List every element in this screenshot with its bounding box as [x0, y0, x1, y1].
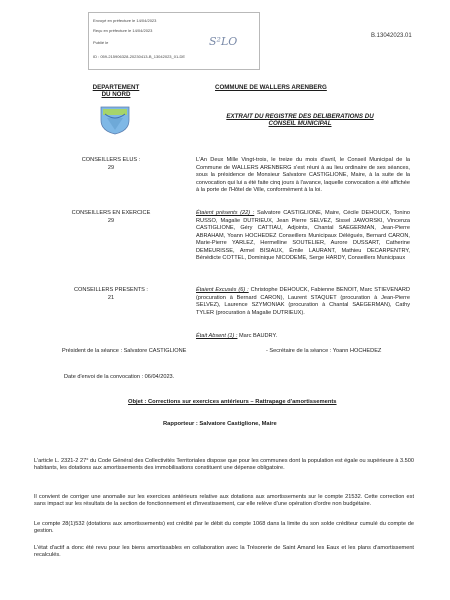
elus-label: CONSEILLERS ELUS : [81, 157, 141, 163]
extract-title-line: EXTRAIT DU REGISTRE DES DELIBERATIONS DU [226, 113, 374, 120]
presents-heading: Étaient présents (22) : [196, 210, 255, 216]
convocation-date: Date d'envoi de la convocation : 06/04/2023. [64, 374, 175, 380]
absent-paragraph [196, 333, 410, 341]
stamp-line: ID : 059-215906328-20230413-B_13042023_01-DE [93, 54, 186, 59]
coat-of-arms-logo [95, 104, 135, 136]
department-line: DU NORD [101, 91, 131, 98]
extract-title-line: CONSEIL MUNICIPAL [268, 120, 332, 127]
stamp-line: Publié le [93, 40, 109, 45]
commune-title: COMMUNE DE WALLERS ARENBERG [215, 84, 327, 91]
president-line: Président de la séance : Salvatore CASTIGLIONE [62, 348, 187, 354]
exercice-count: 29 [107, 217, 115, 224]
excuses-paragraph [196, 287, 410, 317]
extract-title [200, 113, 400, 127]
body-paragraph: L'état d'actif a donc été revu pour les biens amortissables en collaboration avec la Trésorerie de Saint Amand les Eaux et les plans d'amortissement recalculés. [34, 545, 414, 559]
objet-title: Objet : Corrections sur exercices antérieurs – Rattrapage d'amortissements [128, 399, 337, 405]
secretary-line: - Secrétaire de la séance : Yoann HOCHEDEZ [266, 348, 382, 354]
excuses-heading: Étaient Excusés (6) : [196, 287, 249, 293]
stamp-line: Envoyé en préfecture le 14/04/2023 [93, 18, 157, 23]
presents-list: Salvatore CASTIGLIONE, Maire, Cécile DEHOUCK, Tonino RUSSO, Magalie DUTRIEUX, Jean Pierre SELVEZ, Sissel JAWORSKI, Vincenza CASTIGLIONE, Géry CATTIAU, Adjoints, Chantal SAEGERMAN, Jean-Pierre ABRAHAM, Yoann HOCHEDEZ Conseillers Municipaux Délégués, Bernard CARON, Marie-Pierre YARLEZ, Hermelline SOUTELIER, Aurore DUSSART, Catherine DEMEURISSE, Armel BISIAUX, Émile LAURANT, Mathieu DECARPENTRY, Bénédicte COTTEL, Dominique NICODEME, Serge HARDY, Conseillers Municipaux [196, 210, 410, 261]
elus-label-block [56, 157, 166, 172]
presents-paragraph [196, 210, 410, 263]
department-line: DEPARTEMENT [92, 84, 140, 91]
body-paragraph: Il convient de corriger une anomalie sur les exercices antérieurs relative aux dotations aux amortissements sur le compte 21532. Cette correction est sans impact sur les résultats de la section de fonctionnement et d'investissement, car elle relève d'une opération d'ordre non budgétaire. [34, 494, 414, 508]
body-paragraph: Le compte 28(1)532 (dotations aux amortissements) est crédité par le débit du compte 1068 dans la limite du son solde créditeur cumulé du compte de gestion. [34, 521, 414, 535]
department-title [68, 84, 164, 98]
stamp-signature: S²LO [209, 35, 238, 48]
absent-heading: Était Absent (1) : [196, 333, 238, 339]
absent-list: Marc BAUDRY. [237, 333, 278, 339]
exercice-label-block [56, 210, 166, 225]
body-paragraph: L'article L. 2321-2 27° du Code Général des Collectivités Territoriales dispose que pour les communes dont la population est égale ou supérieure à 3.500 habitants, les dotations aux amortissements des immobilisations constituent une dépense obligatoire. [34, 458, 414, 472]
excuses-list: Christophe DEHOUCK, Fabienne BENOIT, Marc STIEVENARD (procuration à Bernard CARON), Laurent STAQUET (procuration à Jean-Pierre SELVEZ), Laurence SZYMONIAK (procuration à Chantal SAEGERMAN), Cathy TYLER (procuration à Magalie DUTRIEUX). [196, 287, 410, 316]
session-paragraph: L'An Deux Mille Vingt-trois, le treize du mois d'avril, le Conseil Municipal de la Commune de WALLERS ARENBERG s'est réuni à au lieu ordinaire de ses séances, sous la présidence de Monsieur Salvatore CASTIGLIONE, Maire, à la suite de la convocation qui lui a été faite cinq jours à l'avance, laquelle convocation a été affichée à la porte de l'Hôtel de Ville, conformément à la loi. [196, 157, 410, 193]
prefecture-stamp [88, 12, 260, 70]
elus-count: 29 [107, 164, 115, 171]
rapporteur: Rapporteur : Salvatore Castiglione, Maire [163, 421, 277, 427]
presents-count: 21 [107, 294, 115, 301]
deliberation-reference: B.13042023.01 [371, 33, 412, 39]
stamp-line: Reçu en préfecture le 14/04/2023 [93, 28, 153, 33]
presents-label-block [56, 287, 166, 302]
presents-label: CONSEILLERS PRESENTS : [74, 287, 148, 293]
exercice-label: CONSEILLERS EN EXERCICE [71, 210, 151, 216]
